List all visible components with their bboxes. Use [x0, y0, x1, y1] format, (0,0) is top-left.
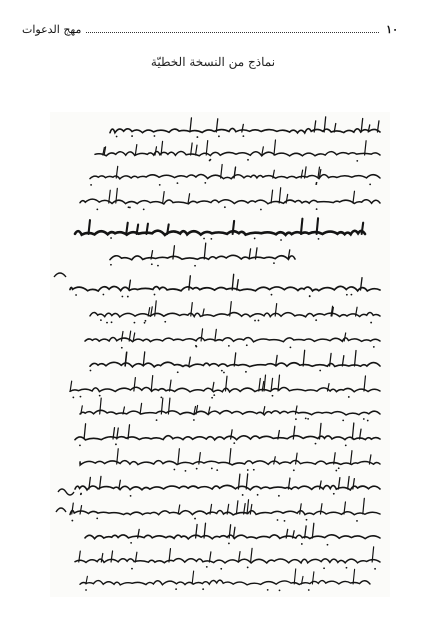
ink-dot — [127, 296, 129, 298]
ink-dot — [309, 295, 311, 297]
ink-stroke — [236, 501, 238, 514]
ink-dot — [134, 322, 136, 324]
ink-dot — [278, 495, 280, 497]
ink-dot — [279, 589, 281, 591]
ink-stroke — [125, 352, 127, 366]
ink-dot — [346, 294, 348, 296]
manuscript-line — [75, 423, 380, 446]
ink-stroke — [350, 451, 352, 464]
manuscript-line — [110, 117, 380, 138]
ink-dot — [327, 544, 329, 546]
ink-stroke — [70, 286, 380, 291]
ink-dot — [145, 320, 147, 322]
ink-dot — [284, 520, 286, 522]
ink-stroke — [191, 143, 193, 155]
manuscript-line — [95, 140, 380, 162]
ink-stroke — [80, 410, 380, 415]
ink-stroke — [134, 378, 136, 391]
ink-stroke — [229, 449, 231, 464]
ink-dot — [164, 321, 166, 323]
ink-dot — [202, 588, 204, 590]
ink-dot — [315, 319, 317, 321]
ink-dot — [160, 396, 162, 398]
figure-caption: نماذج من النسخة الخطيّة — [150, 55, 276, 69]
ink-dot — [151, 263, 153, 265]
ink-dot — [96, 208, 98, 210]
ink-dot — [216, 469, 218, 471]
ink-stroke — [72, 503, 74, 514]
ink-stroke — [188, 194, 190, 203]
ink-stroke — [151, 376, 153, 391]
ink-stroke — [95, 152, 380, 156]
ink-dot — [80, 396, 82, 398]
ink-dot — [351, 294, 353, 296]
ink-dot — [257, 494, 259, 496]
manuscript-line — [80, 188, 380, 211]
ink-dot — [315, 443, 317, 445]
ink-dot — [154, 135, 156, 137]
ink-stroke — [178, 505, 180, 514]
ink-dot — [144, 322, 146, 324]
ink-dot — [346, 567, 348, 569]
ink-dot — [128, 206, 130, 208]
ink-stroke — [353, 191, 355, 203]
ink-stroke — [119, 480, 121, 489]
manuscript-line — [90, 350, 380, 373]
ink-dot — [121, 347, 123, 349]
ink-dot — [319, 370, 321, 372]
ink-stroke — [215, 329, 217, 341]
ink-dot — [204, 182, 206, 184]
ink-dot — [247, 567, 249, 569]
ink-stroke — [246, 474, 248, 489]
ink-dot — [115, 443, 117, 445]
manuscript-line — [85, 329, 380, 349]
ink-dot — [85, 589, 87, 591]
handwriting-lines — [54, 117, 380, 591]
ink-stroke — [110, 128, 380, 132]
ink-dot — [90, 370, 92, 372]
ink-dot — [80, 493, 82, 495]
ink-stroke — [229, 525, 231, 538]
manuscript-line — [75, 547, 380, 570]
ink-stroke — [196, 145, 198, 155]
ink-dot — [110, 264, 112, 266]
ink-dot — [195, 346, 197, 348]
ink-dot — [110, 237, 112, 239]
ink-dot — [106, 322, 108, 324]
ink-dot — [348, 396, 350, 398]
ink-dot — [175, 588, 177, 590]
ink-dot — [72, 397, 74, 399]
ink-dot — [301, 543, 303, 545]
ink-dot — [218, 135, 220, 137]
ink-dot — [116, 136, 118, 138]
ink-dot — [373, 346, 375, 348]
ink-dot — [196, 468, 198, 470]
ink-dot — [194, 518, 196, 520]
ink-dot — [131, 568, 133, 570]
ink-stroke — [135, 145, 137, 155]
ink-dot — [338, 467, 340, 469]
ink-stroke — [303, 350, 305, 366]
ink-stroke — [204, 243, 206, 259]
ink-stroke — [231, 430, 233, 439]
ink-dot — [290, 346, 292, 348]
ink-dot — [173, 469, 175, 471]
ink-stroke — [121, 332, 123, 341]
ink-stroke — [111, 551, 113, 562]
ink-stroke — [178, 449, 179, 464]
ink-stroke — [300, 504, 302, 514]
ink-stroke — [250, 504, 252, 514]
ink-stroke — [148, 308, 150, 316]
ink-dot — [267, 589, 269, 591]
ink-stroke — [155, 147, 157, 155]
ink-dot — [121, 296, 123, 298]
manuscript-line — [75, 218, 365, 241]
ink-dot — [130, 495, 132, 497]
ink-stroke — [109, 190, 111, 203]
ink-stroke — [189, 357, 191, 366]
ink-dot — [228, 345, 230, 347]
ink-dot — [156, 419, 158, 421]
ink-stroke — [363, 498, 365, 514]
ink-stroke — [75, 559, 380, 563]
ink-stroke — [296, 453, 298, 464]
ink-stroke — [209, 552, 211, 562]
ink-stroke — [233, 527, 235, 538]
ink-stroke — [75, 436, 380, 440]
ink-dot — [246, 344, 248, 346]
manuscript-line — [90, 301, 380, 324]
manuscript-line — [70, 498, 380, 521]
ink-stroke — [70, 510, 380, 515]
ink-dot — [280, 239, 282, 241]
ink-dot — [242, 494, 244, 496]
ink-dot — [193, 419, 195, 421]
ink-stroke — [80, 580, 370, 585]
ink-stroke — [201, 329, 203, 341]
ink-dot — [342, 419, 344, 421]
ink-dot — [220, 568, 222, 570]
ink-dot — [374, 568, 376, 570]
page-number: ١٠ — [386, 22, 398, 36]
ink-dot — [323, 567, 325, 569]
ink-stroke — [274, 140, 276, 155]
manuscript-line — [80, 449, 380, 472]
manuscript-line — [80, 398, 380, 421]
ink-dot — [157, 265, 159, 267]
ink-dot — [272, 395, 274, 397]
ink-stroke — [80, 506, 82, 514]
ink-stroke — [90, 312, 380, 317]
ink-stroke — [344, 333, 346, 341]
ink-dot — [96, 517, 98, 519]
ink-stroke — [212, 382, 214, 391]
ink-dot — [308, 589, 310, 591]
ink-dot — [177, 371, 179, 373]
ink-stroke — [206, 141, 208, 155]
ink-stroke — [163, 192, 165, 203]
ink-stroke — [251, 548, 253, 562]
ink-stroke — [137, 225, 139, 234]
ink-dot — [131, 135, 133, 137]
ink-stroke — [286, 194, 288, 203]
ink-dot — [211, 397, 213, 399]
ink-stroke — [146, 224, 148, 234]
manuscript-line — [70, 274, 380, 297]
ink-dot — [159, 184, 161, 186]
ink-dot — [79, 445, 81, 447]
ink-stroke — [126, 223, 128, 234]
ink-dot — [228, 543, 230, 545]
ink-stroke — [234, 167, 236, 178]
ink-dot — [194, 265, 196, 267]
marginal-note — [54, 273, 74, 512]
ink-dot — [71, 520, 73, 522]
ink-dot — [75, 294, 77, 296]
ink-stroke — [293, 426, 295, 439]
ink-dot — [196, 136, 198, 138]
ink-dot — [345, 445, 347, 447]
ink-dot — [315, 183, 317, 185]
ink-stroke — [75, 231, 365, 235]
ink-stroke — [353, 479, 355, 489]
ink-dot — [130, 542, 132, 544]
ink-dot — [224, 206, 226, 208]
header-dot-leader — [86, 25, 379, 33]
ink-stroke — [263, 407, 265, 414]
ink-stroke — [348, 476, 350, 489]
ink-dot — [154, 294, 156, 296]
ink-stroke — [312, 523, 314, 538]
ink-dot — [221, 370, 223, 372]
manuscript-line — [70, 375, 380, 399]
ink-dot — [177, 182, 179, 184]
ink-stroke — [80, 199, 380, 204]
ink-stroke — [167, 224, 169, 234]
ink-dot — [245, 371, 247, 373]
ink-dot — [210, 238, 212, 240]
ink-stroke — [364, 376, 366, 391]
ink-dot — [90, 184, 92, 186]
ink-dot — [242, 135, 244, 137]
manuscript-svg — [50, 112, 390, 597]
manuscript-line — [110, 243, 295, 267]
ink-dot — [258, 320, 260, 322]
ink-dot — [273, 262, 275, 264]
ink-dot — [271, 294, 273, 296]
ink-stroke — [355, 350, 357, 366]
ink-stroke — [70, 381, 72, 391]
ink-dot — [254, 238, 256, 240]
ink-dot — [356, 520, 358, 522]
manuscript-image — [50, 112, 390, 597]
ink-stroke — [192, 571, 194, 584]
ink-stroke — [221, 164, 223, 178]
ink-dot — [260, 209, 262, 211]
ink-dot — [367, 420, 369, 422]
ink-stroke — [140, 403, 142, 414]
ink-stroke — [264, 375, 266, 391]
ink-dot — [307, 418, 309, 420]
running-header — [22, 20, 398, 38]
ink-dot — [369, 183, 371, 185]
manuscript-line — [75, 474, 380, 497]
ink-dot — [247, 469, 249, 471]
ink-stroke — [320, 504, 322, 514]
ink-stroke — [352, 423, 354, 439]
ink-stroke — [278, 375, 280, 391]
ink-dot — [100, 319, 102, 321]
ink-dot — [247, 159, 249, 161]
ink-dot — [305, 417, 307, 419]
ink-dot — [370, 322, 372, 324]
ink-stroke — [75, 485, 380, 490]
ink-dot — [203, 238, 205, 240]
ink-stroke — [242, 124, 244, 132]
ink-stroke — [190, 118, 192, 132]
ink-dot — [233, 442, 235, 444]
ink-stroke — [84, 424, 86, 439]
ink-dot — [335, 470, 337, 472]
ink-dot — [356, 160, 358, 162]
ink-dot — [185, 470, 187, 472]
manuscript-line — [90, 164, 380, 185]
ink-stroke — [110, 255, 295, 259]
ink-dot — [293, 469, 295, 471]
ink-stroke — [279, 188, 281, 203]
ink-dot — [209, 159, 211, 161]
ink-stroke — [100, 398, 102, 414]
ink-dot — [363, 418, 365, 420]
ink-stroke — [129, 280, 131, 290]
manuscript-line — [85, 523, 380, 545]
ink-dot — [333, 493, 335, 495]
ink-dot — [254, 320, 256, 322]
ink-dot — [253, 469, 255, 471]
ink-dot — [143, 208, 145, 210]
book-title: مهج الدعوات — [22, 22, 82, 36]
ink-dot — [211, 468, 213, 470]
ink-stroke — [294, 569, 296, 584]
ink-dot — [213, 394, 215, 396]
manuscript-line — [80, 569, 370, 591]
ink-dot — [223, 372, 225, 374]
ink-dot — [306, 519, 308, 521]
ink-dot — [295, 418, 297, 420]
ink-stroke — [274, 457, 276, 464]
ink-dot — [206, 566, 208, 568]
ink-dot — [99, 395, 101, 397]
ink-dot — [277, 519, 279, 521]
ink-stroke — [271, 190, 273, 203]
ink-dot — [102, 294, 104, 296]
ink-stroke — [85, 535, 380, 539]
ink-stroke — [237, 280, 239, 290]
ink-dot — [316, 208, 318, 210]
ink-dot — [111, 321, 113, 323]
ink-dot — [318, 238, 320, 240]
